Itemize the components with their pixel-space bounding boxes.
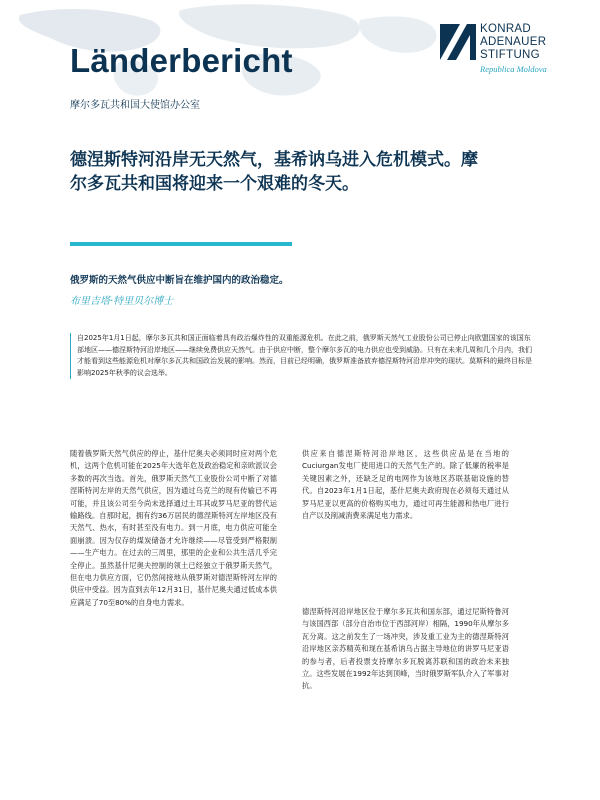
article-abstract: 自2025年1月1日起，摩尔多瓦共和国正面临着具有政治爆炸性的双重能源危机。在此之前，俄罗斯天然气工业股份公司已停止向欧盟国家的该国东部地区——德涅斯特河沿岸地区——继续免费供应天然气。由于供应中断，整个摩尔多瓦的电力供应也受到威胁。只有在未来几周和几个月内，我们才能看到这些能源危机对摩尔多瓦共和国政治发展的影响。然而，目前已经明确，俄罗斯准备放弃德涅斯特河沿岸冲突的现状。莫斯科的最终目标是影响2025年秋季的议会选举。 — [70, 333, 535, 379]
office-name: 摩尔多瓦共和国大使馆办公室 — [70, 100, 200, 111]
article-title: 德涅斯特河沿岸无天然气，基希讷乌进入危机模式。摩尔多瓦共和国将迎来一个艰难的冬天。 — [70, 150, 478, 194]
kas-logo-wordmark — [480, 23, 546, 62]
title-divider — [70, 242, 292, 246]
body-column-right-paragraph-1: 供应来自德涅斯特河沿岸地区，这些供应品是在当地的Cuciurgan发电厂使用进口的天然气生产的。除了低廉的税率是关键因素之外，还缺乏足的电网作为该地区苏联基础设施的替代。自2023年1月1日起，基什尼奥夫政府现在必须每天通过从罗马尼亚以更高的价格购买电力，通过可再生能源和热电厂进行自产以及削减消费来满足电力需求。 — [302, 449, 509, 521]
logo-line-1: KONRAD — [480, 23, 532, 35]
document-type-heading: Länderbericht — [70, 42, 293, 79]
body-column-right-paragraph-2: 德涅斯特河沿岸地区位于摩尔多瓦共和国东部，通过尼斯特鲁河与该国西部（部分自治市位于西部河岸）相隔，1990年从摩尔多瓦分离。这之前发生了一场冲突，涉及重工业为主的德涅斯特河沿岸地区亲苏精英和现在基希讷乌占据主导地位的讲罗马尼亚语的参与者，后者投票支持摩尔多瓦脱离苏联和国的政治未来独立。这些发展在1992年达到顶峰，当时俄罗斯军队介入了军事对抗。 — [302, 607, 509, 691]
article-author: 布里吉塔·特里贝尔博士 — [70, 296, 174, 307]
body-column-left: 随着俄罗斯天然气供应的停止，基什尼奥夫必须同时应对两个危机，这两个危机可能在2025年大选年危及政治稳定和亲欧派议会多数的再次当选。首先，俄罗斯天然气工业股份公司中断了对德涅斯特河左岸的天然气供应，因为通过乌克兰的现有传输已不再可能，并且该公司至今尚未选择通过土耳其或罗马尼亚的替代运输路线。自那时起，拥有约36万居民的德涅斯特河左岸地区没有天然气、热水，有时甚至没有电力。到一月底，电力供应可能全面崩溃。因为仅存的煤炭储备才允许继续——尽管受到严格限制——生产电力。在过去的三周里，那里的企业和公共生活几乎完全停止。虽然基什尼奥夫控制的领土已经独立于俄罗斯天然气，但在电力供应方面，它仍然间接地从俄罗斯对德涅斯特河左岸的供应中受益。因为直到去年12月31日，基什尼奥夫通过低成本供应满足了70至80%的自身电力需求。 — [70, 449, 277, 607]
kas-logo-mark — [440, 24, 476, 60]
logo-line-3: STIFTUNG — [480, 49, 540, 61]
kas-logo — [440, 24, 590, 84]
logo-line-2: ADENAUER — [480, 36, 547, 48]
logo-country: Republica Moldova — [480, 64, 547, 74]
article-subtitle: 俄罗斯的天然气供应中断旨在维护国内的政治稳定。 — [70, 275, 289, 286]
